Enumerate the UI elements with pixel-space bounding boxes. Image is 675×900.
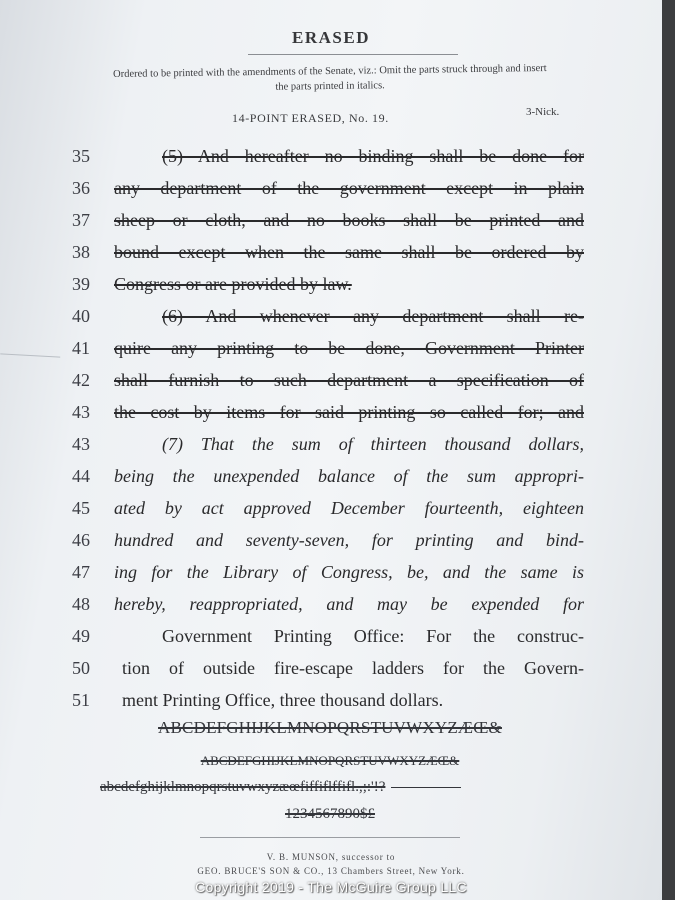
specimen-lowercase-text: abcdefghijklmnopqrstuvwxyzæœfiffiflffifl.,;:'!?	[100, 779, 386, 795]
line-number: 38	[72, 242, 90, 262]
page-title: ERASED	[292, 28, 370, 47]
text-line	[60, 466, 620, 498]
struck-line-text: sheep or cloth, and no books shall be printed and	[114, 210, 584, 230]
struck-line-text: the cost by items for said printing so called for; and	[114, 402, 584, 422]
printer-credit-line2: GEO. BRUCE'S SON & CO., 13 Chambers Street, New York.	[197, 866, 465, 876]
printer-credit-line1: V. B. MUNSON, successor to	[266, 852, 396, 862]
text-line	[60, 242, 620, 274]
specimen-figures: 1234567890$£	[285, 806, 375, 822]
struck-line-text: quire any printing to be done, Government Printer	[114, 338, 584, 358]
specimen-lowercase	[100, 779, 560, 796]
line-number: 47	[72, 562, 90, 582]
specimen-capitals-large: ABCDEFGHIJKLMNOPQRSTUVWXYZÆŒ&	[158, 718, 502, 737]
line-number: 45	[72, 498, 90, 518]
line-number: 41	[72, 338, 90, 358]
line-number: 43	[72, 402, 90, 422]
line-number: 44	[72, 466, 90, 486]
text-line	[60, 338, 620, 370]
line-number: 37	[72, 210, 90, 230]
text-line	[60, 402, 620, 434]
struck-line-text: (6) And whenever any department shall re-	[162, 306, 584, 326]
inserted-line-text: being the unexpended balance of the sum appropri-	[114, 466, 584, 486]
specimen-capitals-small: ABCDEFGHIJKLMNOPQRSTUVWXYZÆŒ&	[200, 753, 460, 768]
struck-line-text: (5) And hereafter no binding shall be done for	[162, 146, 584, 166]
line-number: 42	[72, 370, 90, 390]
line-number: 49	[72, 626, 90, 646]
text-line	[60, 178, 620, 210]
nick-label: 3-Nick.	[526, 106, 560, 118]
order-note: Ordered to be printed with the amendments of the Senate, viz.: Omit the parts struck through and insert the parts printed in italics.	[113, 62, 547, 93]
type-size-label: 14-POINT ERASED, No. 19.	[232, 111, 389, 125]
specimen-dash-rule	[391, 787, 461, 788]
inserted-line-text: hundred and seventy-seven, for printing and bind-	[114, 530, 584, 550]
header-divider	[248, 54, 458, 55]
line-number: 35	[72, 146, 90, 166]
line-text: ment Printing Office, three thousand dollars.	[122, 690, 444, 710]
copyright-watermark: Copyright 2019 - The McGuire Group LLC	[195, 879, 467, 895]
line-number: 40	[72, 306, 90, 326]
line-number: 43	[72, 434, 90, 454]
text-line	[60, 498, 620, 530]
text-line	[60, 274, 620, 306]
line-number: 51	[72, 690, 90, 710]
inserted-line-text: ated by act approved December fourteenth, eighteen	[114, 498, 584, 518]
struck-line-text: bound except when the same shall be ordered by	[114, 242, 584, 262]
line-text: Government Printing Office: For the construc-	[162, 626, 584, 646]
inserted-line-text: hereby, reappropriated, and may be expended for	[114, 594, 584, 614]
text-line	[60, 658, 620, 690]
struck-line-text: any department of the government except in plain	[114, 178, 584, 198]
text-line	[60, 434, 620, 466]
inserted-line-text: ing for the Library of Congress, be, and the same is	[114, 562, 584, 582]
footer-divider	[200, 837, 460, 838]
text-line	[60, 594, 620, 626]
struck-line-text: shall furnish to such department a specification of	[114, 370, 584, 390]
line-number: 50	[72, 658, 90, 678]
text-line	[60, 562, 620, 594]
inserted-line-text: (7) That the sum of thirteen thousand dollars,	[162, 434, 584, 454]
text-line	[60, 146, 620, 178]
text-line	[60, 306, 620, 338]
line-number: 39	[72, 274, 90, 294]
line-text: tion of outside fire-escape ladders for the Govern-	[122, 658, 584, 678]
text-line	[60, 530, 620, 562]
struck-line-text: Congress or are provided by law.	[114, 274, 352, 294]
paper-fold-crease	[0, 353, 60, 367]
text-line	[60, 370, 620, 402]
text-line	[60, 626, 620, 658]
line-number: 46	[72, 530, 90, 550]
text-line	[60, 210, 620, 242]
line-number: 48	[72, 594, 90, 614]
line-number: 36	[72, 178, 90, 198]
